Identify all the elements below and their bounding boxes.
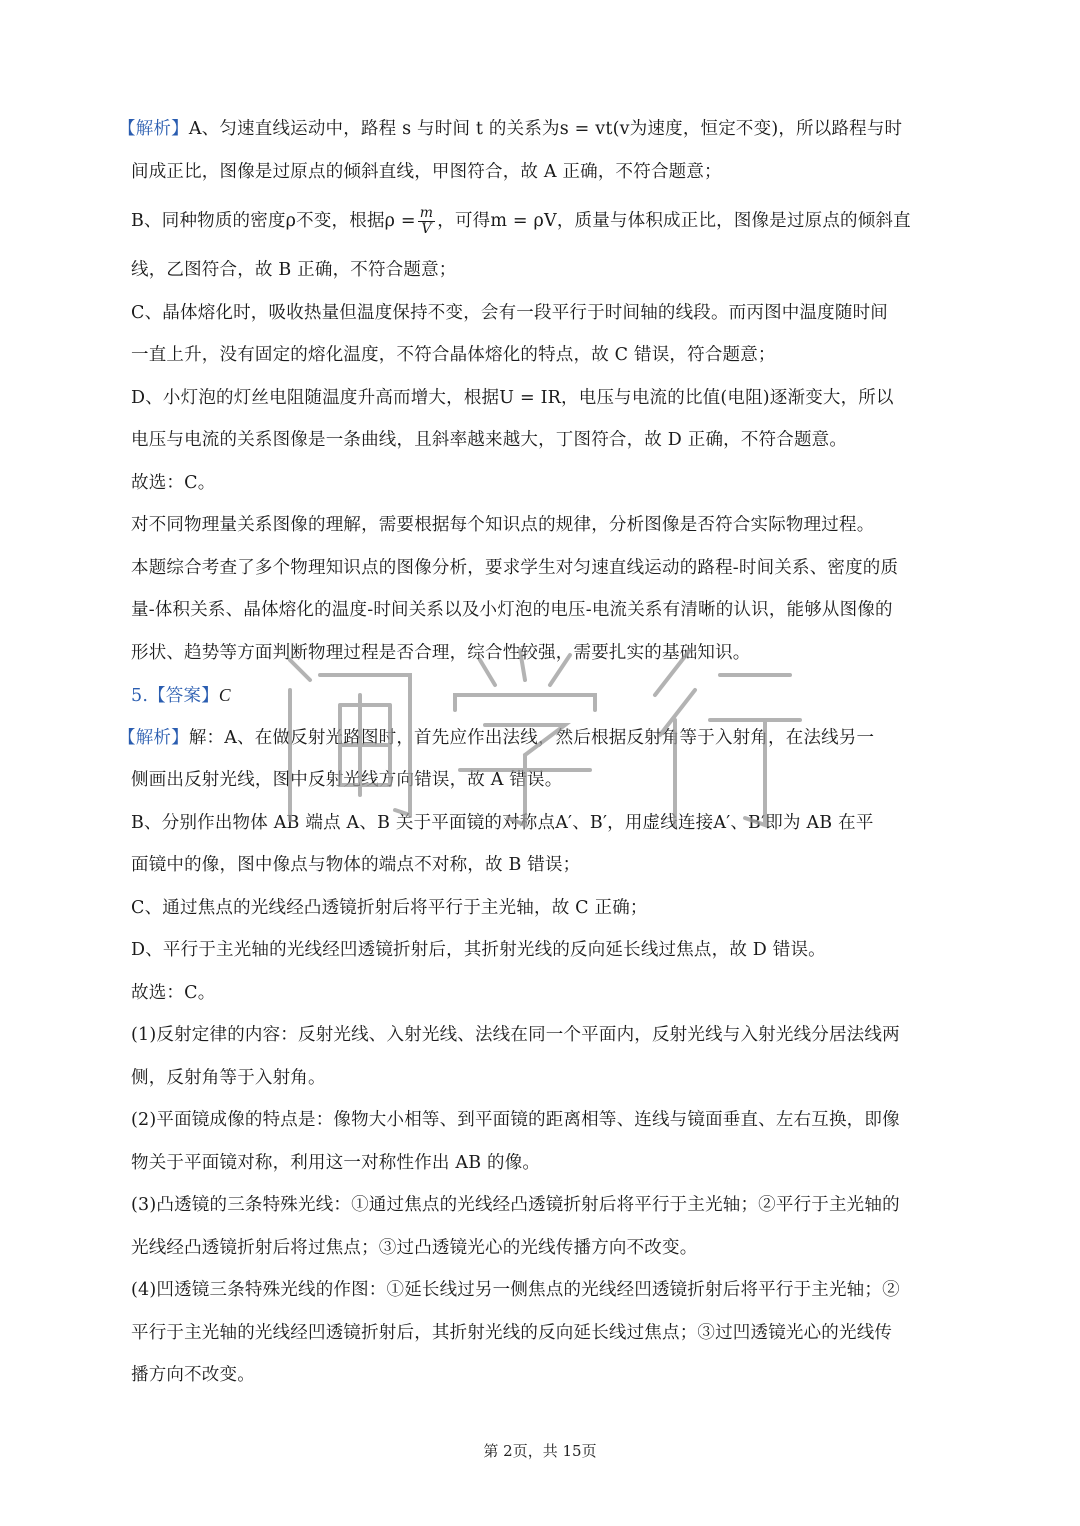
- text-line: 对不同物理量关系图像的理解，需要根据每个知识点的规律，分析图像是否符合实际物理过程。: [131, 515, 875, 535]
- text-line: D、小灯泡的灯丝电阻随温度升高而增大，根据U = IR，电压与电流的比值(电阻)逐渐变大，所以: [131, 387, 894, 408]
- text-line: (1)反射定律的内容：反射光线、入射光线、法线在同一个平面内，反射光线与入射光线分居法线两: [131, 1025, 900, 1045]
- text-line: 侧画出反射光线，图中反射光线方向错误，故 A 错误。: [131, 770, 563, 790]
- text-line: 量-体积关系、晶体熔化的温度-时间关系以及小灯泡的电压-电流关系有清晰的认识，能够从图像的: [131, 600, 893, 620]
- analysis-tag: 【解析】: [118, 119, 189, 139]
- text-line: 播方向不改变。: [131, 1365, 255, 1385]
- text-line: 平行于主光轴的光线经凹透镜折射后，其折射光线的反向延长线过焦点；③过凹透镜光心的光线传: [131, 1322, 893, 1343]
- text-line: 故选：C。: [131, 472, 216, 493]
- text-line: (3)凸透镜的三条特殊光线：①通过焦点的光线经凸透镜折射后将平行于主光轴；②平行于主光轴的: [131, 1195, 900, 1215]
- text-line: 一直上升，没有固定的熔化温度，不符合晶体熔化的特点，故 C 错误，符合题意；: [131, 345, 776, 365]
- density-fraction: $\frac{m}{V}$: [419, 205, 434, 237]
- question-number-answer-tag: 5.【答案】: [131, 686, 219, 706]
- text-line: 电压与电流的关系图像是一条曲线，且斜率越来越大，丁图符合，故 D 正确，不符合题意。: [131, 430, 848, 450]
- text-line: 形状、趋势等方面判断物理过程是否合理，综合性较强，需要扎实的基础知识。: [131, 642, 751, 663]
- page-footer: 第 2页，共 15页: [483, 1442, 597, 1460]
- text-line: (4)凹透镜三条特殊光线的作图：①延长线过另一侧焦点的光线经凹透镜折射后将平行于主光轴；②: [131, 1280, 900, 1300]
- text-line: 【解析】解：A、在做反射光路图时，首先应作出法线，然后根据反射角等于入射角，在法线另一: [118, 727, 875, 748]
- text-line: C、晶体熔化时，吸收热量但温度保持不变，会有一段平行于时间轴的线段。而丙图中温度随时间: [131, 302, 888, 323]
- analysis-tag: 【解析】: [118, 727, 189, 748]
- text-line: 物关于平面镜对称，利用这一对称性作出 AB 的像。: [131, 1152, 541, 1173]
- answer-line: [131, 674, 951, 717]
- text-line: D、平行于主光轴的光线经凹透镜折射后，其折射光线的反向延长线过焦点，故 D 错误。: [131, 940, 826, 960]
- text-line-with-fraction: B、同种物质的密度ρ不变，根据ρ = $\frac{m}{V}$ ，可得m = ρV，质量与体积成正比，图像是过原点的倾斜直: [131, 205, 911, 237]
- text-line: 本题综合考查了多个物理知识点的图像分析，要求学生对匀速直线运动的路程-时间关系、密度的质: [131, 557, 899, 578]
- text-line: 【解析】A、匀速直线运动中，路程 s 与时间 t 的关系为s = vt(v为速度，恒定不变)，所以路程与时: [118, 119, 903, 139]
- text-line: 故选：C。: [131, 982, 216, 1003]
- text-line: 线，乙图符合，故 B 正确，不符合题意；: [131, 260, 457, 280]
- page-content: [118, 108, 951, 1397]
- text-line: 间成正比，图像是过原点的倾斜直线，甲图符合，故 A 正确，不符合题意；: [131, 161, 722, 182]
- text-line: (2)平面镜成像的特点是：像物大小相等、到平面镜的距离相等、连线与镜面垂直、左右互换，即像: [131, 1110, 900, 1130]
- text-line: C、通过焦点的光线经凸透镜折射后将平行于主光轴，故 C 正确；: [131, 897, 648, 918]
- text-line: 侧，反射角等于入射角。: [131, 1067, 326, 1088]
- text-line: 面镜中的像，图中像点与物体的端点不对称，故 B 错误；: [131, 855, 581, 875]
- text-line: B、分别作出物体 AB 端点 A、B 关于平面镜的对称点A′、B′，用虚线连接A′、B′即为 AB 在平: [131, 812, 874, 833]
- text-line: 光线经凸透镜折射后将过焦点；③过凸透镜光心的光线传播方向不改变。: [131, 1237, 698, 1258]
- answer-value: C: [218, 685, 231, 705]
